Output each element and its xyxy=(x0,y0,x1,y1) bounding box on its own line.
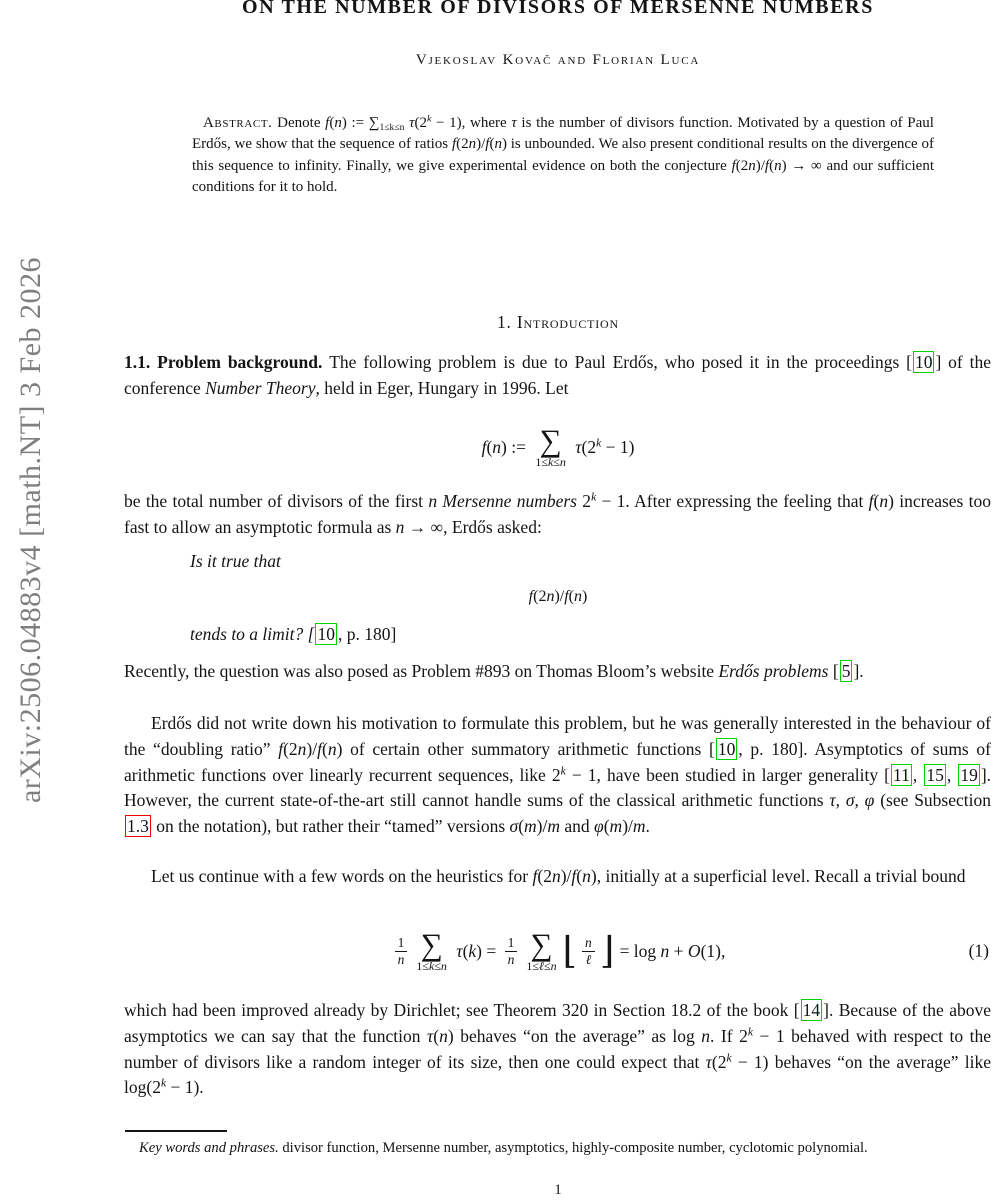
summation-operator xyxy=(416,926,447,973)
text-segment: ( xyxy=(873,491,880,511)
text-segment: 1≤ xyxy=(535,454,548,469)
text-segment: f xyxy=(481,436,487,457)
text-segment: The following problem is due to Paul Erdős, who posed it in the proceedings [ xyxy=(329,352,912,372)
text-segment: )/ xyxy=(536,816,548,837)
text-segment: k xyxy=(747,1026,753,1039)
text-segment: ( xyxy=(769,157,775,174)
abstract xyxy=(192,113,934,199)
text-segment: n xyxy=(546,588,555,605)
text-segment: tends to a limit? [ xyxy=(190,624,315,644)
text-segment: ( xyxy=(433,1025,440,1046)
text-segment: − 1), where xyxy=(431,115,512,131)
summation-limits xyxy=(535,456,566,469)
text-segment: ) xyxy=(582,588,588,605)
text-segment: f xyxy=(764,157,770,174)
text-segment: ( xyxy=(322,738,328,759)
text-segment: τ xyxy=(705,1051,712,1072)
text-segment: − 1 behaved with respect to the number of divisors like a random integer of its size, then one could expect that xyxy=(124,1025,992,1072)
text-segment: ] of the conference xyxy=(124,352,991,398)
text-segment: τ xyxy=(575,436,582,457)
text-segment: f xyxy=(571,866,577,886)
text-segment: Erdős problems xyxy=(718,661,829,681)
text-segment: f xyxy=(325,115,330,131)
text-segment: m xyxy=(547,816,560,837)
paragraph-erdos-motivation xyxy=(124,711,991,840)
text-segment: ( xyxy=(329,115,335,131)
text-segment: ( xyxy=(568,588,574,605)
text-segment: ( xyxy=(603,816,610,837)
text-segment: )/ xyxy=(476,136,486,153)
citation-link[interactable]: 10 xyxy=(914,352,933,372)
summation-limits xyxy=(416,960,447,973)
text-segment: f xyxy=(485,136,490,153)
text-segment: (2 xyxy=(711,1051,727,1072)
fraction-denominator: n xyxy=(507,951,515,967)
section-heading-introduction: 1. Introduction xyxy=(497,312,619,332)
equation-middle xyxy=(452,941,501,962)
equation-tail xyxy=(615,941,725,962)
text-segment: τ xyxy=(511,115,517,131)
quote-tends-to-limit xyxy=(190,622,930,648)
equation-row xyxy=(481,422,635,469)
text-segment: n xyxy=(582,866,591,886)
text-segment: − 1) behaves “on the average” like log(2 xyxy=(124,1051,991,1098)
abstract-label: Abstract. xyxy=(203,115,273,131)
text-segment: Key words and phrases. xyxy=(139,1140,283,1156)
citation-link[interactable]: 15 xyxy=(926,764,944,785)
text-segment: ( xyxy=(489,136,495,153)
text-segment: (2 xyxy=(537,866,552,886)
text-segment: f xyxy=(731,157,736,174)
text-segment: ≤ xyxy=(543,958,551,973)
text-segment: f xyxy=(564,588,569,605)
text-segment: k xyxy=(591,491,597,504)
text-segment: ) = xyxy=(476,940,501,961)
text-segment: ) → ∞ and our sufficient conditions for it to hold. xyxy=(192,157,935,196)
fraction-one-over-n xyxy=(395,935,408,968)
equation-f-definition xyxy=(125,417,991,477)
text-segment: → ∞, Erdős asked: xyxy=(404,516,542,537)
text-segment: (2 xyxy=(414,115,427,131)
ratio-expression xyxy=(529,588,588,606)
text-segment: k xyxy=(547,454,554,469)
text-segment: . If 2 xyxy=(710,1025,748,1046)
text-segment: and xyxy=(560,816,595,837)
text-segment: 2 xyxy=(577,491,592,511)
text-segment: Erdős did not write down his motivation to formulate this problem, but he was generally interested in the behaviour of the “doubling ratio” xyxy=(124,713,991,759)
abstract-body xyxy=(192,115,934,195)
text-segment: k xyxy=(726,1052,732,1065)
text-segment: τ xyxy=(409,115,415,131)
text-segment: (2 xyxy=(456,136,469,153)
text-segment: , xyxy=(912,764,924,785)
text-segment: (2 xyxy=(533,588,547,605)
text-segment: ) of certain other summatory arithmetic functions [ xyxy=(336,738,715,759)
text-segment: − 1. After expressing the feeling that xyxy=(596,491,869,511)
text-segment: which had been improved already by Dirichlet; see Theorem 320 in Section 18.2 of the book [ xyxy=(124,1000,800,1020)
text-segment: = log xyxy=(615,940,661,961)
arxiv-watermark: arXiv:2506.04883v4 [math.NT] 3 Feb 2026 xyxy=(14,256,47,804)
text-segment: ]. xyxy=(853,661,864,681)
text-segment: )/ xyxy=(306,738,318,759)
summation-operator xyxy=(526,926,557,973)
text-segment: ( xyxy=(462,940,469,961)
citation-link[interactable]: 10 xyxy=(317,624,335,644)
text-segment: ]. Because of the above asymptotics we can say that the function xyxy=(124,1000,991,1046)
sigma-symbol: ∑ xyxy=(539,422,562,458)
text-segment: τ, σ, φ xyxy=(829,790,875,811)
keywords-footnote xyxy=(124,1138,991,1158)
paragraph-heuristics xyxy=(124,864,991,890)
text-segment: Mersenne numbers xyxy=(442,491,577,511)
text-segment: n xyxy=(494,136,502,153)
text-segment: m xyxy=(632,816,646,837)
text-segment: n xyxy=(334,115,342,131)
citation-link[interactable]: 10 xyxy=(717,738,736,759)
citation-link[interactable]: 11 xyxy=(893,764,910,785)
fraction-denominator: n xyxy=(397,951,405,967)
text-segment: m xyxy=(524,816,537,837)
equation-row xyxy=(391,926,726,973)
text-segment: ) behaves “on the average” as log xyxy=(447,1025,702,1046)
text-segment: n xyxy=(327,738,337,759)
text-segment: τ xyxy=(427,1025,434,1046)
page-number: 1 xyxy=(554,1182,562,1198)
text-segment: be the total number of divisors of the first xyxy=(124,491,429,511)
text-segment: ) increases too fast to allow an asymptotic formula as xyxy=(124,491,992,537)
text-segment: n xyxy=(551,866,561,886)
text-segment: n xyxy=(574,588,582,605)
text-segment: Number Theory xyxy=(205,377,316,398)
text-segment: n xyxy=(748,157,756,174)
text-segment: 1.1. Problem background. xyxy=(124,352,330,372)
text-segment: n xyxy=(440,958,447,973)
text-segment: Recently, the question was also posed as Problem #893 on Thomas Bloom’s website xyxy=(124,661,719,681)
text-segment: ( xyxy=(576,866,583,886)
text-segment: n xyxy=(297,738,307,759)
text-segment: divisor function, Mersenne number, asymptotics, highly-composite number, cyclotomic polynomial. xyxy=(282,1140,868,1156)
text-segment: n xyxy=(395,516,405,537)
text-segment: ≤ xyxy=(434,958,441,973)
text-segment: k xyxy=(160,1078,167,1091)
fraction-numerator: n xyxy=(582,935,595,952)
summation-limits xyxy=(526,960,556,973)
text-segment: n xyxy=(774,157,782,174)
text-segment: . xyxy=(645,816,650,837)
text-segment: (2 xyxy=(283,738,298,759)
text-segment: ), initially at a superficial level. Recall a trivial bound xyxy=(590,866,966,886)
equation-number: (1) xyxy=(968,940,989,961)
text-segment: (2 xyxy=(735,157,749,174)
text-segment: ℓ xyxy=(538,958,544,973)
text-segment: )/ xyxy=(554,588,565,605)
text-segment: k xyxy=(560,765,566,778)
text-segment: )/ xyxy=(560,866,572,886)
text-segment: f xyxy=(528,588,534,605)
text-segment: 1≤k≤n xyxy=(379,121,405,133)
text-segment: Denote xyxy=(272,115,326,131)
fraction-numerator: 1 xyxy=(505,935,518,952)
text-segment: ]. However, the current state-of-the-art still cannot handle sums of the classical arithmetic functions xyxy=(124,764,992,811)
text-segment: ) := xyxy=(501,436,531,457)
text-segment: O xyxy=(687,940,701,961)
text-segment: , p. 180] xyxy=(337,624,397,644)
text-segment: n xyxy=(550,958,557,973)
text-segment: ( xyxy=(486,436,493,457)
text-segment: )/ xyxy=(622,816,633,837)
text-segment: n xyxy=(492,436,502,457)
paragraph-problem-background xyxy=(124,350,991,402)
text-segment: k xyxy=(426,113,432,125)
text-segment: ) is unbounded. We also present conditional results on the divergence of this sequence to infinity. Finally, we give experimental evidence on both the conjecture xyxy=(192,136,934,174)
summation-operator xyxy=(535,422,566,469)
text-segment: m xyxy=(609,816,623,837)
paragraph-dirichlet xyxy=(124,998,991,1101)
text-segment: n xyxy=(701,1025,711,1046)
text-segment: 1≤ xyxy=(526,958,539,973)
paper-authors: Vjekoslav Kovač and Florian Luca xyxy=(415,52,701,68)
floor-bracket-left: ⌊ xyxy=(562,930,577,972)
equation-1 xyxy=(125,919,991,983)
text-segment: n xyxy=(439,1025,448,1046)
fraction-n-over-l xyxy=(582,935,595,968)
text-segment: φ xyxy=(594,816,604,837)
fraction-denominator: ℓ xyxy=(585,951,592,967)
paragraph-mersenne xyxy=(124,489,991,541)
quote-is-it-true xyxy=(190,549,930,575)
text-segment: f xyxy=(868,491,874,511)
citation-link[interactable]: 5 xyxy=(841,661,851,681)
text-segment: − 1) xyxy=(601,436,635,457)
text-segment: n xyxy=(879,491,889,511)
paper-title: ON THE NUMBER OF DIVISORS OF MERSENNE NUMBERS xyxy=(242,0,874,18)
text-segment: k xyxy=(468,940,477,961)
text-segment: n xyxy=(660,940,670,961)
text-segment: n xyxy=(559,454,566,469)
text-segment: f xyxy=(317,738,322,759)
equation-ratio xyxy=(125,583,991,611)
text-segment: τ xyxy=(456,940,463,961)
text-segment: (see Subsection xyxy=(874,790,991,811)
text-segment: (2 xyxy=(581,436,597,457)
text-segment: , xyxy=(946,764,958,785)
text-segment: ( xyxy=(518,816,525,837)
text-segment: ≤ xyxy=(553,454,560,469)
fraction-one-over-n xyxy=(505,935,518,968)
text-segment: σ xyxy=(509,816,519,837)
text-segment: Is it true that xyxy=(190,551,281,571)
equation-rhs xyxy=(571,437,635,458)
text-segment: k xyxy=(429,958,435,973)
text-segment: f xyxy=(451,136,457,153)
text-segment: , held in Eger, Hungary in 1996. Let xyxy=(315,377,569,398)
fraction-numerator: 1 xyxy=(395,935,408,952)
text-segment: )/ xyxy=(755,157,765,174)
text-segment: (1), xyxy=(700,940,726,961)
text-segment: is the number of divisors function. Motivated by a question of Paul Erdős, we show that the sequence of ratios xyxy=(192,115,934,153)
sigma-symbol: ∑ xyxy=(530,926,553,962)
citation-link[interactable]: 14 xyxy=(802,1000,821,1020)
text-segment: 1≤ xyxy=(416,958,429,973)
text-segment: , p. 180]. Asymptotics of sums of arithmetic functions over linearly recurrent sequences, like 2 xyxy=(124,738,991,785)
text-segment: k xyxy=(596,437,602,450)
citation-link[interactable]: 19 xyxy=(960,764,978,785)
sigma-symbol: ∑ xyxy=(420,926,443,962)
text-segment: on the notation), but rather their “tamed” versions xyxy=(151,816,510,837)
text-segment: f xyxy=(278,738,284,759)
text-segment: [ xyxy=(828,661,839,681)
paragraph-recently xyxy=(124,659,991,685)
text-segment: n xyxy=(468,136,477,153)
text-segment: + xyxy=(669,940,688,961)
text-segment: n xyxy=(428,491,438,511)
text-segment: Let us continue with a few words on the heuristics for xyxy=(151,866,533,886)
text-segment: − 1, have been studied in larger generality [ xyxy=(565,764,891,785)
text-segment: − 1). xyxy=(166,1077,204,1098)
internal-ref-link[interactable]: 1.3 xyxy=(127,816,149,837)
footnote-rule xyxy=(125,1130,227,1132)
floor-bracket-right: ⌋ xyxy=(599,930,615,972)
text-segment: f xyxy=(532,866,538,886)
text-segment: ) := ∑ xyxy=(341,115,380,131)
equation-lhs xyxy=(482,437,531,458)
